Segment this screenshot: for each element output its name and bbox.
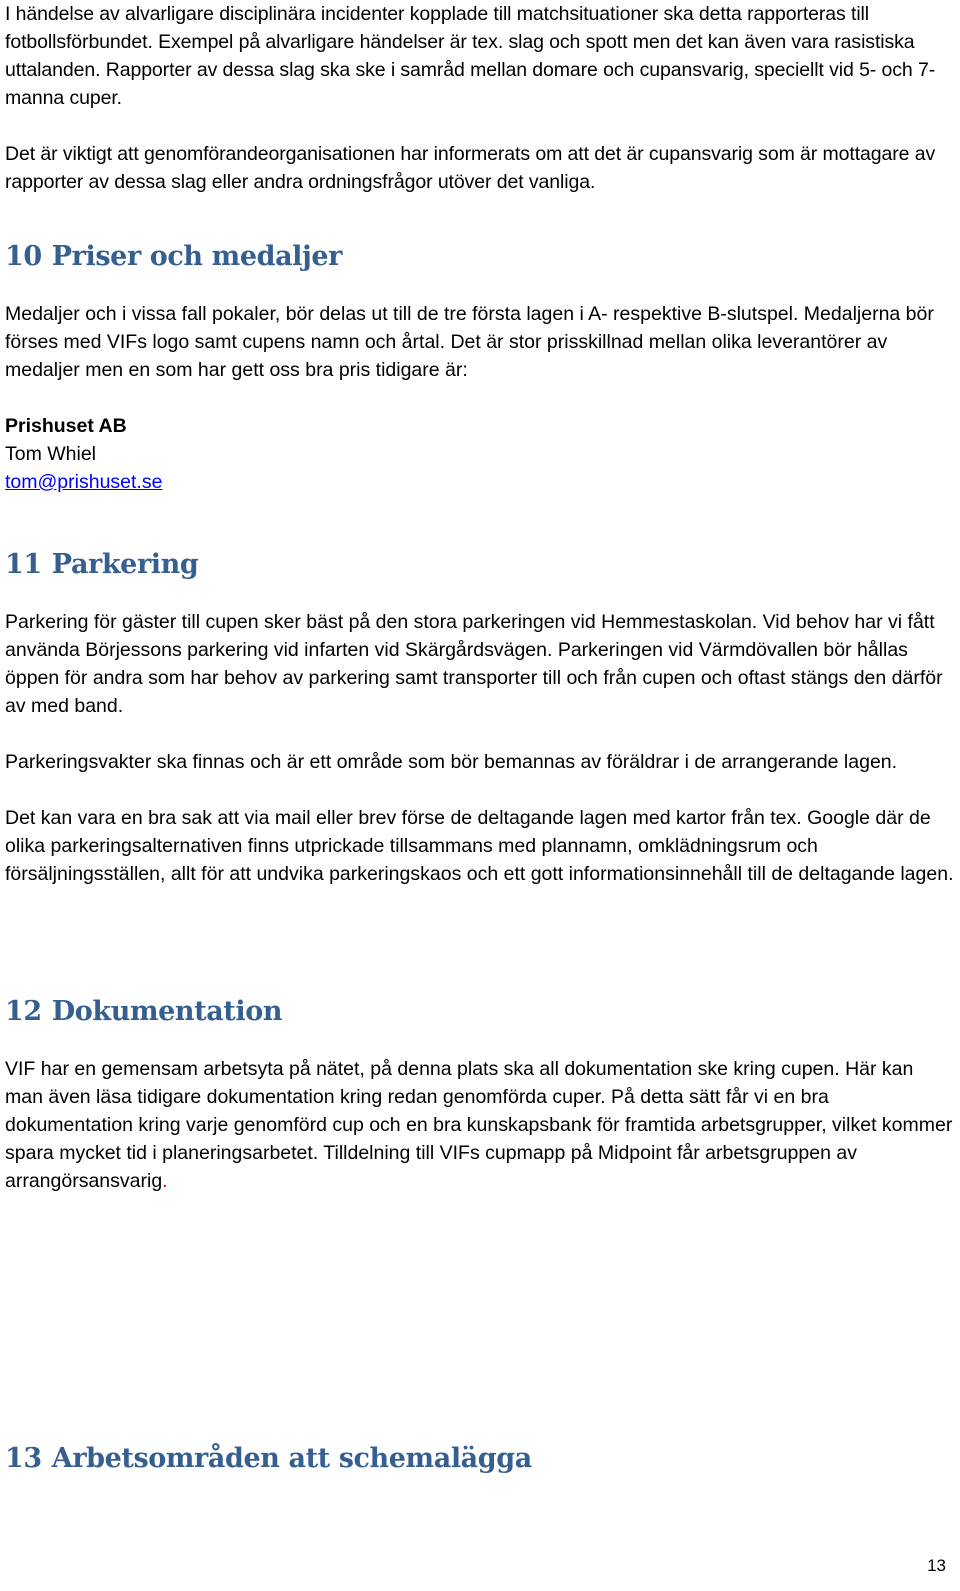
section-12: [5, 995, 955, 1195]
section-13-heading: [5, 1442, 955, 1476]
section-11: [5, 548, 955, 888]
contact-company: Prishuset AB: [5, 415, 127, 437]
section-13-title: Arbetsområden att schemalägga: [51, 1443, 532, 1474]
section-12-heading: [5, 995, 955, 1029]
section-10-heading: [5, 240, 955, 274]
section-11-paragraph-guards: Parkeringsvakter ska finnas och är ett område som bör bemannas av föräldrar i de arrangerande lagen.: [5, 751, 898, 773]
section-13: [5, 1442, 955, 1476]
intro-section: [5, 0, 950, 196]
section-11-title: Parkering: [51, 549, 199, 580]
section-11-number: 11: [5, 549, 42, 580]
section-12-paragraph-text: VIF har en gemensam arbetsyta på nätet, på denna plats ska all dokumentation ske kring cupen. Här kan man även läsa tidigare dokumentation kring redan genomförda cuper. På detta sätt får vi en bra dokumentation kring varje genomförd cup och en bra kunskapsbank för framtida arbetsgrupper, vilket kommer spara mycket tid i planeringsarbetet. Tilldelning till VIFs cupmapp på Midpoint får arbetsgruppen av arrangörsansvarig: [5, 1058, 953, 1192]
section-11-paragraph-guests: Parkering för gäster till cupen sker bäst på den stora parkeringen vid Hemmestaskolan. Vid behov har vi fått använda Börjessons parkering vid infarten vid Skärgårdsvägen. Parkeringen vid Värmdövallen bör hållas öppen för andra som har behov av parkering samt transporter till och från cupen och oftast stängs den därför av med band.: [5, 611, 943, 717]
section-12-title: Dokumentation: [51, 996, 283, 1027]
intro-paragraph-incidents: I händelse av alvarligare disciplinära incidenter kopplade till matchsituationer ska detta rapporteras till fotbollsförbundet. Exempel på alvarligare händelser är tex. slag och spott men det kan även vara rasistiska uttalanden. Rapporter av dessa slag ska ske i samråd mellan domare och cupansvarig, speciellt vid 5- och 7-manna cuper.: [5, 3, 936, 109]
section-11-paragraph-maps: Det kan vara en bra sak att via mail eller brev förse de deltagande lagen med kartor från tex. Google där de olika parkeringsalternativen finns utprickade tillsammans med plannamn, omklädningsrum och försäljningsställen, allt för att undvika parkeringskaos och ett gott informationsinnehåll till de deltagande lagen.: [5, 807, 954, 885]
page-number: 13: [927, 1556, 946, 1575]
section-12-paragraph: [5, 1055, 955, 1195]
section-10-paragraph: Medaljer och i vissa fall pokaler, bör delas ut till de tre första lagen i A- respektive B-slutspel. Medaljerna bör förses med VIFs logo samt cupens namn och årtal. Det är stor prisskillnad mellan olika leverantörer av medaljer men en som har gett oss bra pris tidigare är:: [5, 303, 934, 381]
section-11-heading: [5, 548, 955, 582]
section-10: [5, 240, 955, 496]
section-12-number: 12: [5, 996, 42, 1027]
section-13-number: 13: [5, 1443, 42, 1474]
section-10-number: 10: [5, 241, 42, 272]
section-12-trailing-period: .: [162, 1170, 168, 1192]
contact-email-link[interactable]: tom@prishuset.se: [5, 471, 163, 493]
contact-person: Tom Whiel: [5, 443, 97, 465]
intro-paragraph-organisation: Det är viktigt att genomförandeorganisationen har informerats om att det är cupansvarig som är mottagare av rapporter av dessa slag eller andra ordningsfrågor utöver det vanliga.: [5, 143, 936, 193]
section-10-title: Priser och medaljer: [51, 241, 342, 272]
